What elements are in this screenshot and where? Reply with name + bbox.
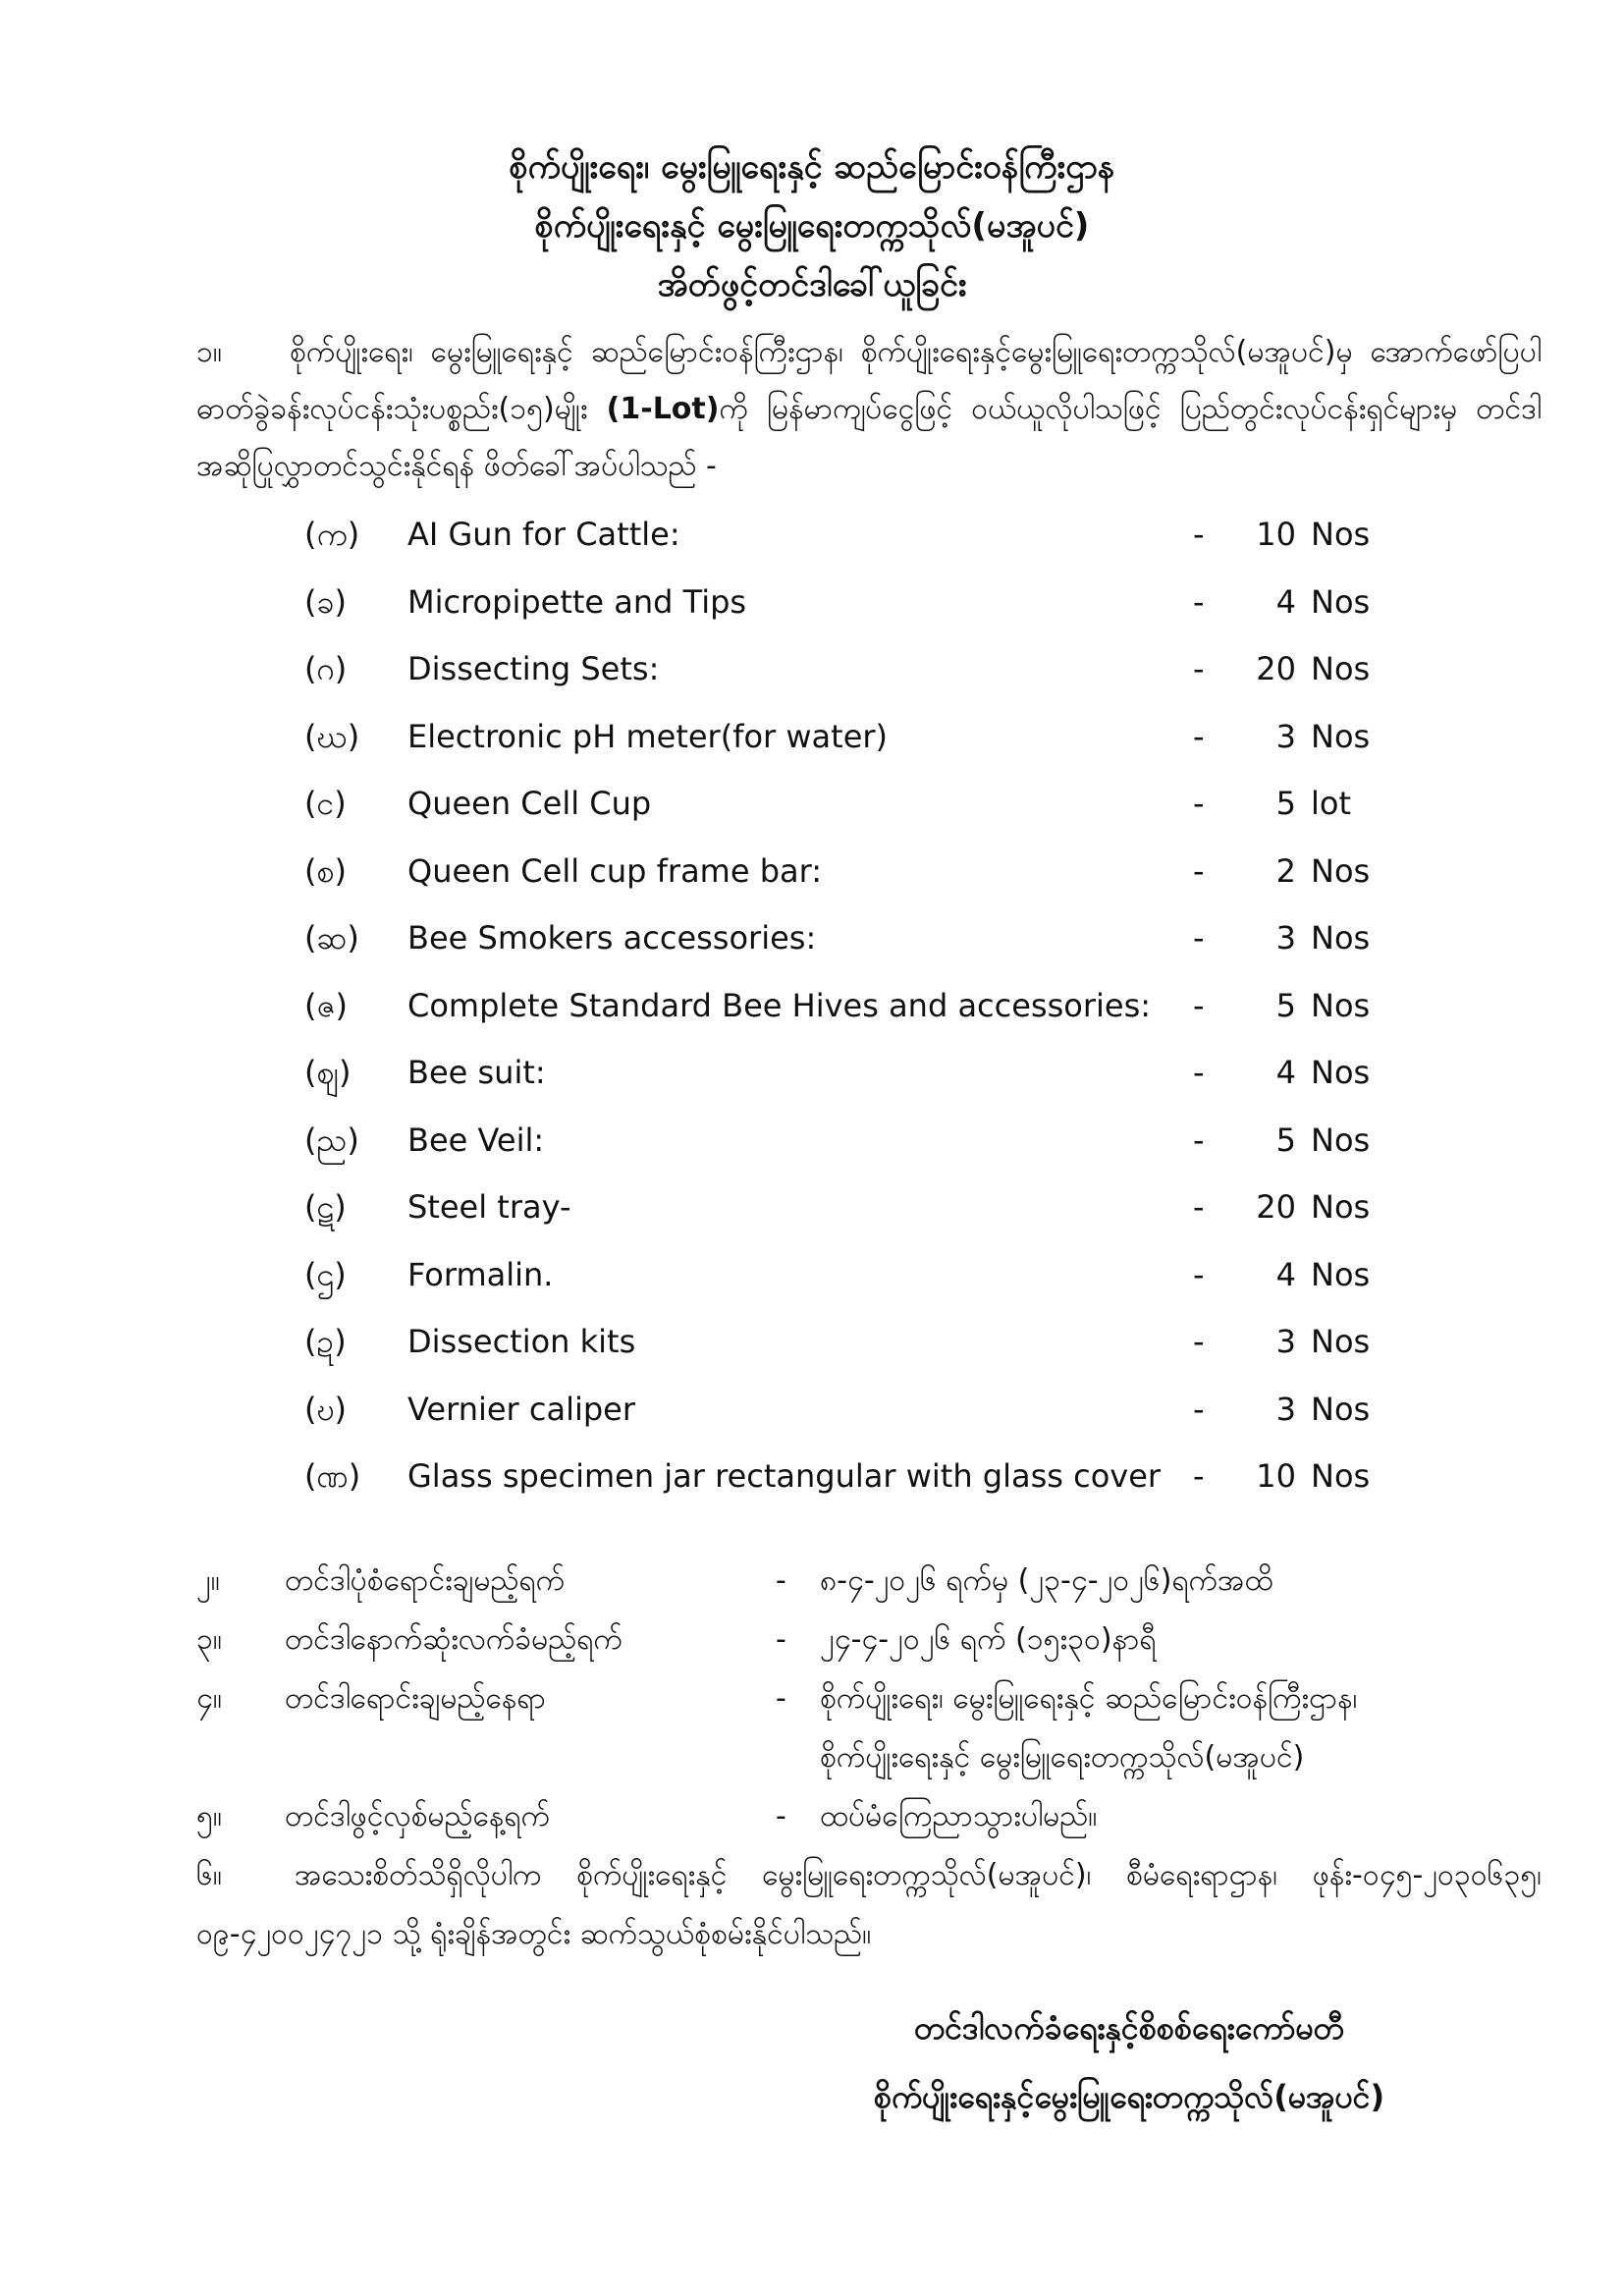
item-list [304, 501, 1384, 1510]
signature-block [766, 1994, 1492, 2131]
item-name: Steel tray- [407, 1188, 571, 1226]
item-dash: - [1193, 1188, 1205, 1226]
list-item [304, 972, 1384, 1040]
item-dash: - [1193, 785, 1205, 822]
detail-number: ၂။ [196, 1563, 220, 1598]
item-dash: - [1193, 919, 1205, 957]
item-dash: - [1193, 1390, 1205, 1428]
item-name: Glass specimen jar rectangular with glass cover [407, 1457, 1162, 1495]
item-name: Bee Veil: [407, 1121, 545, 1159]
item-dash: - [1193, 516, 1205, 553]
item-mark: (ဇ) [304, 986, 348, 1024]
item-unit: Nos [1311, 1457, 1371, 1495]
item-dash: - [1193, 717, 1205, 755]
item-unit: Nos [1311, 1323, 1371, 1360]
item-qty: 5 [1275, 1121, 1296, 1159]
item-unit: Nos [1311, 650, 1371, 687]
item-qty: 3 [1275, 919, 1296, 957]
item-mark: (ဈ) [304, 1054, 352, 1091]
item-qty: 2 [1275, 851, 1296, 890]
item-mark: (ဃ) [304, 717, 360, 755]
item-dash: - [1193, 1323, 1205, 1360]
list-item [304, 1107, 1384, 1175]
detail-label: တင်ဒါရောင်းချမည့်နေရာ [285, 1681, 546, 1716]
tender-details [196, 1552, 1551, 1846]
item-unit: Nos [1311, 582, 1371, 621]
detail-dash: - [776, 1563, 786, 1598]
detail-value: ၂၄-၄-၂၀၂၆ ရက် (၁၅း၃၀)နာရီ [820, 1622, 1157, 1657]
item-unit: Nos [1311, 851, 1371, 890]
intro-text-before: စိုက်ပျိုးရေး၊ မွေးမြူရေးနှင့် ဆည်မြောင်းဝန်ကြီးဌာန၊ စိုက်ပျိုးရေးနှင့်မွေးမြူရေးတက္ကသိုလ်(မအူပင်)မှ အောက်ဖော်ပြပါ ဓာတ်ခွဲခန်းလုပ်ငန်းသုံးပစ္စည်း(၁၅)မျိုး [196, 335, 1542, 426]
item-qty: 5 [1275, 785, 1296, 822]
intro-number: ၁။ [196, 335, 222, 369]
item-qty: 20 [1256, 650, 1296, 687]
item-name: Dissecting Sets: [407, 650, 660, 687]
intro-lot: (1-Lot) [606, 392, 720, 426]
contact-paragraph [196, 1846, 1542, 1964]
ministry-title: စိုက်ပျိုးရေး၊ မွေးမြူရေးနှင့် ဆည်မြောင်းဝန်ကြီးဌာန [509, 147, 1115, 187]
detail-row-sale-date [196, 1552, 1551, 1611]
item-qty: 20 [1256, 1188, 1296, 1226]
item-dash: - [1193, 650, 1205, 687]
item-dash: - [1193, 1121, 1205, 1159]
item-mark: (ဆ) [304, 919, 359, 957]
item-mark: (ဂ) [304, 650, 348, 687]
item-mark: (ဏ) [304, 1457, 361, 1495]
list-item [304, 1241, 1384, 1309]
intro-paragraph [196, 324, 1542, 495]
detail-number: ၄။ [196, 1681, 222, 1716]
list-item [304, 501, 1384, 569]
item-unit: Nos [1311, 516, 1371, 553]
item-name: Bee suit: [407, 1054, 546, 1091]
item-mark: (ဌ) [304, 1255, 347, 1293]
item-name: Vernier caliper [407, 1390, 636, 1428]
item-qty: 10 [1256, 1457, 1296, 1495]
item-unit: Nos [1311, 1390, 1371, 1428]
detail-dash: - [776, 1622, 786, 1657]
signature-university: စိုက်ပျိုးရေးနှင့်မွေးမြူရေးတက္ကသိုလ်(မအူပင်) [873, 2078, 1385, 2115]
item-mark: (ခ) [304, 582, 347, 621]
item-qty: 5 [1275, 986, 1296, 1024]
item-mark: (ည) [304, 1121, 359, 1159]
detail-dash: - [776, 1799, 786, 1833]
item-unit: Nos [1311, 1255, 1371, 1293]
detail-label: တင်ဒါပုံစံရောင်းချမည့်ရက် [285, 1563, 566, 1598]
notice-header [196, 137, 1428, 314]
item-name: Formalin. [407, 1255, 554, 1293]
item-mark: (စ) [304, 851, 347, 890]
item-qty: 3 [1275, 1323, 1296, 1360]
item-name: Dissection kits [407, 1323, 636, 1360]
item-unit: Nos [1311, 717, 1371, 755]
university-title: စိုက်ပျိုးရေးနှင့် မွေးမြူရေးတက္ကသိုလ်(မအူပင်) [534, 206, 1090, 246]
item-mark: (င) [304, 785, 347, 822]
item-mark: (ဋ) [304, 1188, 347, 1226]
item-qty: 4 [1275, 582, 1296, 621]
item-qty: 4 [1275, 1054, 1296, 1091]
item-mark: (ဎ) [304, 1390, 347, 1428]
item-dash: - [1193, 851, 1205, 890]
item-dash: - [1193, 986, 1205, 1024]
notice-title: အိတ်ဖွင့်တင်ဒါခေါ်ယူခြင်း [657, 265, 967, 304]
detail-dash: - [776, 1681, 786, 1716]
list-item [304, 1376, 1384, 1444]
item-qty: 3 [1275, 717, 1296, 755]
list-item [304, 770, 1384, 838]
item-dash: - [1193, 1054, 1205, 1091]
detail-value: ထပ်မံကြေညာသွားပါမည်။ [820, 1799, 1098, 1833]
item-unit: Nos [1311, 919, 1371, 957]
detail-row-location [196, 1669, 1551, 1787]
item-qty: 4 [1275, 1255, 1296, 1293]
list-item [304, 1174, 1384, 1241]
detail-number: ၃။ [196, 1622, 222, 1657]
item-unit: Nos [1311, 986, 1371, 1024]
list-item [304, 838, 1384, 905]
detail-value: စိုက်ပျိုးရေး၊ မွေးမြူရေးနှင့် ဆည်မြောင်းဝန်ကြီးဌာန၊ [820, 1681, 1358, 1716]
item-name: Queen Cell cup frame bar: [407, 851, 822, 890]
detail-number: ၅။ [196, 1799, 222, 1833]
item-unit: Nos [1311, 1054, 1371, 1091]
list-item [304, 904, 1384, 972]
item-name: Complete Standard Bee Hives and accessories: [407, 986, 1152, 1024]
item-qty: 3 [1275, 1390, 1296, 1428]
item-mark: (က) [304, 516, 360, 553]
list-item [304, 1443, 1384, 1510]
detail-label: တင်ဒါဖွင့်လှစ်မည့်နေ့ရက် [285, 1799, 550, 1833]
item-name: Bee Smokers accessories: [407, 919, 817, 957]
item-dash: - [1193, 582, 1205, 621]
item-dash: - [1193, 1255, 1205, 1293]
item-name: Queen Cell Cup [407, 785, 652, 822]
intro-text-after: ကို မြန်မာကျပ်ငွေဖြင့် ဝယ်ယူလိုပါသဖြင့် ပြည်တွင်းလုပ်ငန်းရှင်များမှ တင်ဒါအဆိုပြုလွှာတင်သွင်းနိုင်ရန် ဖိတ်ခေါ်အပ်ပါသည် - [196, 392, 1542, 483]
item-qty: 10 [1256, 516, 1296, 553]
list-item [304, 703, 1384, 771]
item-unit: Nos [1311, 1188, 1371, 1226]
item-name: Micropipette and Tips [407, 582, 747, 621]
list-item [304, 635, 1384, 703]
detail-label: တင်ဒါနောက်ဆုံးလက်ခံမည့်ရက် [285, 1622, 623, 1657]
list-item [304, 1039, 1384, 1107]
detail-value-line2: စိုက်ပျိုးရေးနှင့် မွေးမြူရေးတက္ကသိုလ်(မအူပင်) [820, 1740, 1305, 1775]
item-mark: (ဍ) [304, 1323, 347, 1360]
list-item [304, 1308, 1384, 1376]
item-unit: Nos [1311, 1121, 1371, 1159]
list-item [304, 569, 1384, 636]
detail-value: ၈-၄-၂၀၂၆ ရက်မှ (၂၃-၄-၂၀၂၆)ရက်အထိ [820, 1563, 1273, 1598]
item-name: AI Gun for Cattle: [407, 516, 680, 553]
item-name: Electronic pH meter(for water) [407, 717, 889, 755]
contact-number: ၆။ [196, 1858, 222, 1892]
detail-row-deadline [196, 1611, 1551, 1669]
contact-text: အသေးစိတ်သိရှိလိုပါက စိုက်ပျိုးရေးနှင့် မွေးမြူရေးတက္ကသိုလ်(မအူပင်)၊ စီမံရေးရာဌာန၊ ဖုန်း-၀၄၅-၂၀၃၀၆၃၅၊ ၀၉-၄၂၀၀၂၄၇၂၁ သို့ ရုံးချိန်အတွင်း ဆက်သွယ်စုံစမ်းနိုင်ပါသည်။ [196, 1858, 1542, 1951]
committee-name: တင်ဒါလက်ခံရေးနှင့်စိစစ်ရေးကော်မတီ [914, 2009, 1344, 2047]
detail-row-opening-date [196, 1787, 1551, 1846]
item-unit: lot [1311, 785, 1352, 822]
item-dash: - [1193, 1457, 1205, 1495]
